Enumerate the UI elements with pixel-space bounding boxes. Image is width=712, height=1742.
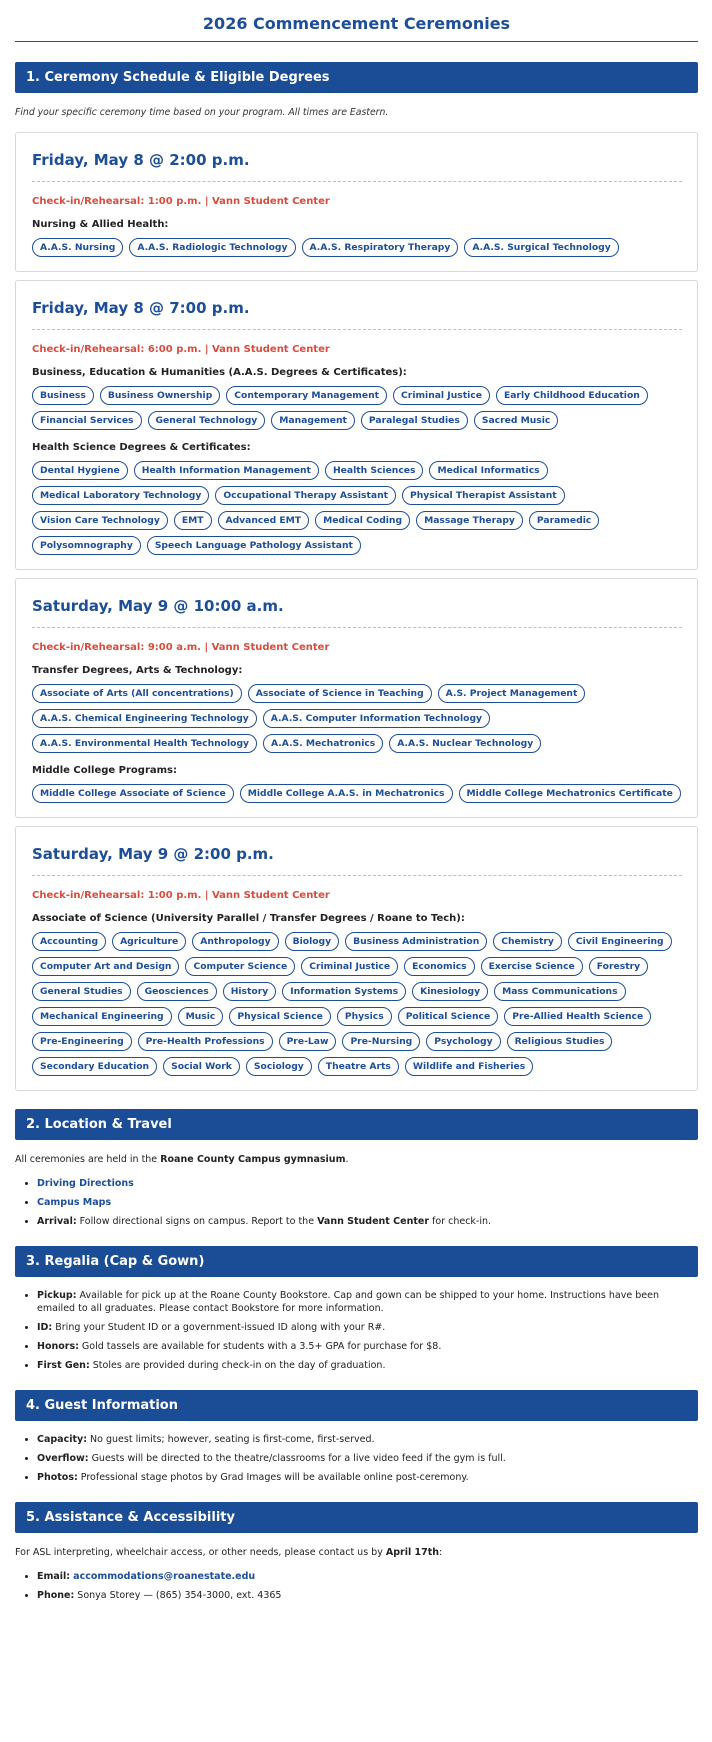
item-label: ID: [37,1322,53,1333]
location-intro-text: All ceremonies are held in the [15,1154,161,1165]
program-pill[interactable]: Management [271,411,355,430]
program-pill-list [32,932,682,1076]
program-pill[interactable]: Business Administration [345,932,487,951]
program-pill[interactable]: Massage Therapy [416,511,523,530]
list-item [37,1471,698,1484]
program-pill[interactable]: Early Childhood Education [496,386,648,405]
program-pill[interactable]: Mass Communications [494,982,625,1001]
program-pill[interactable]: Associate of Science in Teaching [248,684,432,703]
program-pill[interactable]: History [223,982,277,1001]
program-pill[interactable]: Associate of Arts (All concentrations) [32,684,242,703]
list-item [37,1359,698,1372]
program-pill[interactable]: General Studies [32,982,131,1001]
program-pill[interactable]: Agriculture [112,932,186,951]
program-pill[interactable]: Advanced EMT [218,511,310,530]
regalia-section [15,1246,698,1372]
campus-maps-link[interactable]: Campus Maps [37,1197,112,1208]
program-pill[interactable]: Medical Coding [315,511,410,530]
ceremony-title: Saturday, May 9 @ 2:00 p.m. [32,845,274,863]
phone-text: Sonya Storey — (865) 354-3000, ext. 4365 [74,1590,282,1601]
arrival-venue: Vann Student Center [317,1216,430,1227]
section-heading-regalia: 3. Regalia (Cap & Gown) [15,1246,698,1277]
program-pill[interactable]: Polysomnography [32,536,141,555]
item-text: Gold tassels are available for students with a 3.5+ GPA for purchase for $8. [78,1341,442,1352]
program-pill[interactable]: Computer Science [185,957,295,976]
program-group-label: Associate of Science (University Parallel / Transfer Degrees / Roane to Tech): [32,913,465,924]
program-pill[interactable]: Civil Engineering [568,932,672,951]
ceremony-card [15,826,698,1091]
list-item [37,1452,698,1465]
item-text: Bring your Student ID or a government-issued ID along with your R#. [52,1322,386,1333]
program-pill[interactable]: Middle College Associate of Science [32,784,234,803]
list-item [37,1196,698,1209]
program-pill[interactable]: Pre-Health Professions [138,1032,273,1051]
ceremony-card [15,132,698,272]
program-pill[interactable]: Music [178,1007,224,1026]
program-pill[interactable]: Pre-Allied Health Science [504,1007,651,1026]
program-pill[interactable]: Accounting [32,932,106,951]
program-pill[interactable]: Vision Care Technology [32,511,168,530]
arrival-text-end: for check-in. [429,1216,492,1227]
program-pill[interactable]: Psychology [426,1032,500,1051]
program-group-label: Nursing & Allied Health: [32,219,169,230]
section-heading-schedule: 1. Ceremony Schedule & Eligible Degrees [15,62,698,93]
program-pill-list [32,238,682,257]
arrival-text: Follow directional signs on campus. Report to the [76,1216,318,1227]
location-intro-end: . [345,1154,349,1165]
program-pill-list [32,461,682,555]
program-pill[interactable]: A.A.S. Mechatronics [263,734,383,753]
item-text: Available for pick up at the Roane County Bookstore. Cap and gown can be shipped to your home. Instructions have been emailed to all graduates. Please contact Bookstore for more information. [37,1290,659,1314]
section-heading-assistance: 5. Assistance & Accessibility [15,1502,698,1533]
location-section [15,1109,698,1228]
title-divider [15,41,698,42]
program-pill[interactable]: Exercise Science [481,957,583,976]
program-pill[interactable]: Information Systems [282,982,406,1001]
program-pill[interactable]: Geosciences [137,982,217,1001]
program-pill[interactable]: Wildlife and Fisheries [405,1057,533,1076]
program-group-label: Health Science Degrees & Certificates: [32,442,251,453]
program-pill[interactable]: A.A.S. Surgical Technology [464,238,618,257]
program-pill[interactable]: Paralegal Studies [361,411,468,430]
email-label: Email: [37,1571,71,1582]
program-pill[interactable]: Political Science [398,1007,499,1026]
ceremony-title: Friday, May 8 @ 2:00 p.m. [32,151,250,169]
program-pill[interactable]: Health Sciences [325,461,424,480]
arrival-label: Arrival: [37,1216,77,1227]
program-pill[interactable]: A.A.S. Nursing [32,238,123,257]
assistance-deadline: April 17th [385,1547,440,1558]
program-pill[interactable]: A.A.S. Computer Information Technology [263,709,490,728]
program-pill[interactable]: Social Work [163,1057,240,1076]
list-item [37,1589,698,1602]
list-item [37,1321,698,1334]
program-pill-list [32,386,682,430]
ceremony-title: Saturday, May 9 @ 10:00 a.m. [32,597,284,615]
program-pill[interactable]: Medical Informatics [429,461,547,480]
item-text: Professional stage photos by Grad Images will be available online post-ceremony. [77,1472,469,1483]
program-pill[interactable]: Religious Studies [507,1032,613,1051]
phone-label: Phone: [37,1590,75,1601]
list-item [37,1570,698,1583]
program-pill[interactable]: Anthropology [192,932,278,951]
program-pill[interactable]: Health Information Management [134,461,319,480]
guest-list [37,1433,698,1484]
ceremony-divider [32,329,682,330]
ceremony-card [15,280,698,570]
assistance-intro [15,1547,698,1558]
item-label: First Gen: [37,1360,90,1371]
item-label: Pickup: [37,1290,77,1301]
schedule-intro: Find your specific ceremony time based on your program. All times are Eastern. [15,107,389,118]
program-pill[interactable]: Paramedic [529,511,599,530]
program-pill[interactable]: Theatre Arts [318,1057,399,1076]
list-item [37,1433,698,1446]
program-pill[interactable]: Physical Therapist Assistant [402,486,565,505]
program-pill[interactable]: Sociology [246,1057,312,1076]
program-pill[interactable]: General Technology [148,411,266,430]
program-pill[interactable]: A.A.S. Radiologic Technology [129,238,295,257]
item-label: Capacity: [37,1434,88,1445]
location-intro [15,1154,698,1165]
program-pill[interactable]: A.A.S. Respiratory Therapy [302,238,459,257]
program-pill[interactable]: A.A.S. Nuclear Technology [389,734,541,753]
driving-directions-link[interactable]: Driving Directions [37,1178,134,1189]
assistance-section [15,1502,698,1602]
list-item [37,1289,698,1315]
program-pill[interactable]: Pre-Law [279,1032,337,1051]
program-pill[interactable]: Chemistry [493,932,562,951]
program-pill[interactable]: A.S. Project Management [438,684,586,703]
program-pill[interactable]: Middle College Mechatronics Certificate [459,784,681,803]
program-pill[interactable]: Contemporary Management [226,386,387,405]
program-pill[interactable]: Middle College A.A.S. in Mechatronics [240,784,453,803]
checkin-info: Check-in/Rehearsal: 1:00 p.m. | Vann Student Center [32,196,330,207]
item-label: Overflow: [37,1453,89,1464]
checkin-info: Check-in/Rehearsal: 1:00 p.m. | Vann Student Center [32,890,330,901]
program-group-label: Transfer Degrees, Arts & Technology: [32,665,243,676]
program-pill[interactable]: A.A.S. Environmental Health Technology [32,734,257,753]
program-pill[interactable]: Financial Services [32,411,142,430]
program-pill[interactable]: Dental Hygiene [32,461,128,480]
ceremony-divider [32,875,682,876]
program-pill[interactable]: Speech Language Pathology Assistant [147,536,361,555]
program-pill[interactable]: Computer Art and Design [32,957,179,976]
program-pill[interactable]: Economics [404,957,475,976]
program-pill[interactable]: Physical Science [229,1007,331,1026]
program-pill[interactable]: Mechanical Engineering [32,1007,172,1026]
program-pill[interactable]: A.A.S. Chemical Engineering Technology [32,709,257,728]
program-pill[interactable]: Criminal Justice [393,386,490,405]
regalia-list [37,1289,698,1372]
program-pill[interactable]: Secondary Education [32,1057,157,1076]
assistance-intro-text: For ASL interpreting, wheelchair access, or other needs, please contact us by [15,1547,386,1558]
contact-list [37,1570,698,1602]
ceremony-title: Friday, May 8 @ 7:00 p.m. [32,299,250,317]
program-pill[interactable]: Business Ownership [100,386,220,405]
program-pill-list [32,784,682,803]
ceremony-divider [32,181,682,182]
program-pill[interactable]: Biology [285,932,340,951]
program-pill[interactable]: Medical Laboratory Technology [32,486,209,505]
checkin-info: Check-in/Rehearsal: 9:00 a.m. | Vann Student Center [32,642,330,653]
item-label: Photos: [37,1472,78,1483]
section-heading-location: 2. Location & Travel [15,1109,698,1140]
program-pill[interactable]: Pre-Engineering [32,1032,132,1051]
list-item [37,1177,698,1190]
list-item [37,1215,698,1228]
program-pill[interactable]: Forestry [589,957,648,976]
page-title: 2026 Commencement Ceremonies [202,14,511,33]
item-label: Honors: [37,1341,79,1352]
ceremony-list [15,132,698,1091]
program-pill-list [32,684,682,753]
program-pill[interactable]: Business [32,386,94,405]
ceremony-divider [32,627,682,628]
item-text: Guests will be directed to the theatre/classrooms for a live video feed if the gym is full. [88,1453,506,1464]
program-pill[interactable]: Physics [337,1007,392,1026]
program-pill[interactable]: Pre-Nursing [342,1032,420,1051]
location-venue: Roane County Campus gymnasium [160,1154,346,1165]
program-pill[interactable]: Sacred Music [474,411,559,430]
program-pill[interactable]: Criminal Justice [301,957,398,976]
location-list [37,1177,698,1228]
ceremony-card [15,578,698,818]
program-pill[interactable]: Kinesiology [412,982,488,1001]
guest-section [15,1390,698,1484]
item-text: No guest limits; however, seating is first-come, first-served. [87,1434,375,1445]
program-group-label: Business, Education & Humanities (A.A.S. Degrees & Certificates): [32,367,407,378]
section-heading-guests: 4. Guest Information [15,1390,698,1421]
assistance-intro-end: : [439,1547,443,1558]
item-text: Stoles are provided during check-in on the day of graduation. [89,1360,386,1371]
program-group-label: Middle College Programs: [32,765,177,776]
list-item [37,1340,698,1353]
program-pill[interactable]: EMT [174,511,212,530]
program-pill[interactable]: Occupational Therapy Assistant [215,486,396,505]
checkin-info: Check-in/Rehearsal: 6:00 p.m. | Vann Student Center [32,344,330,355]
email-link[interactable]: accommodations@roanestate.edu [73,1571,256,1582]
